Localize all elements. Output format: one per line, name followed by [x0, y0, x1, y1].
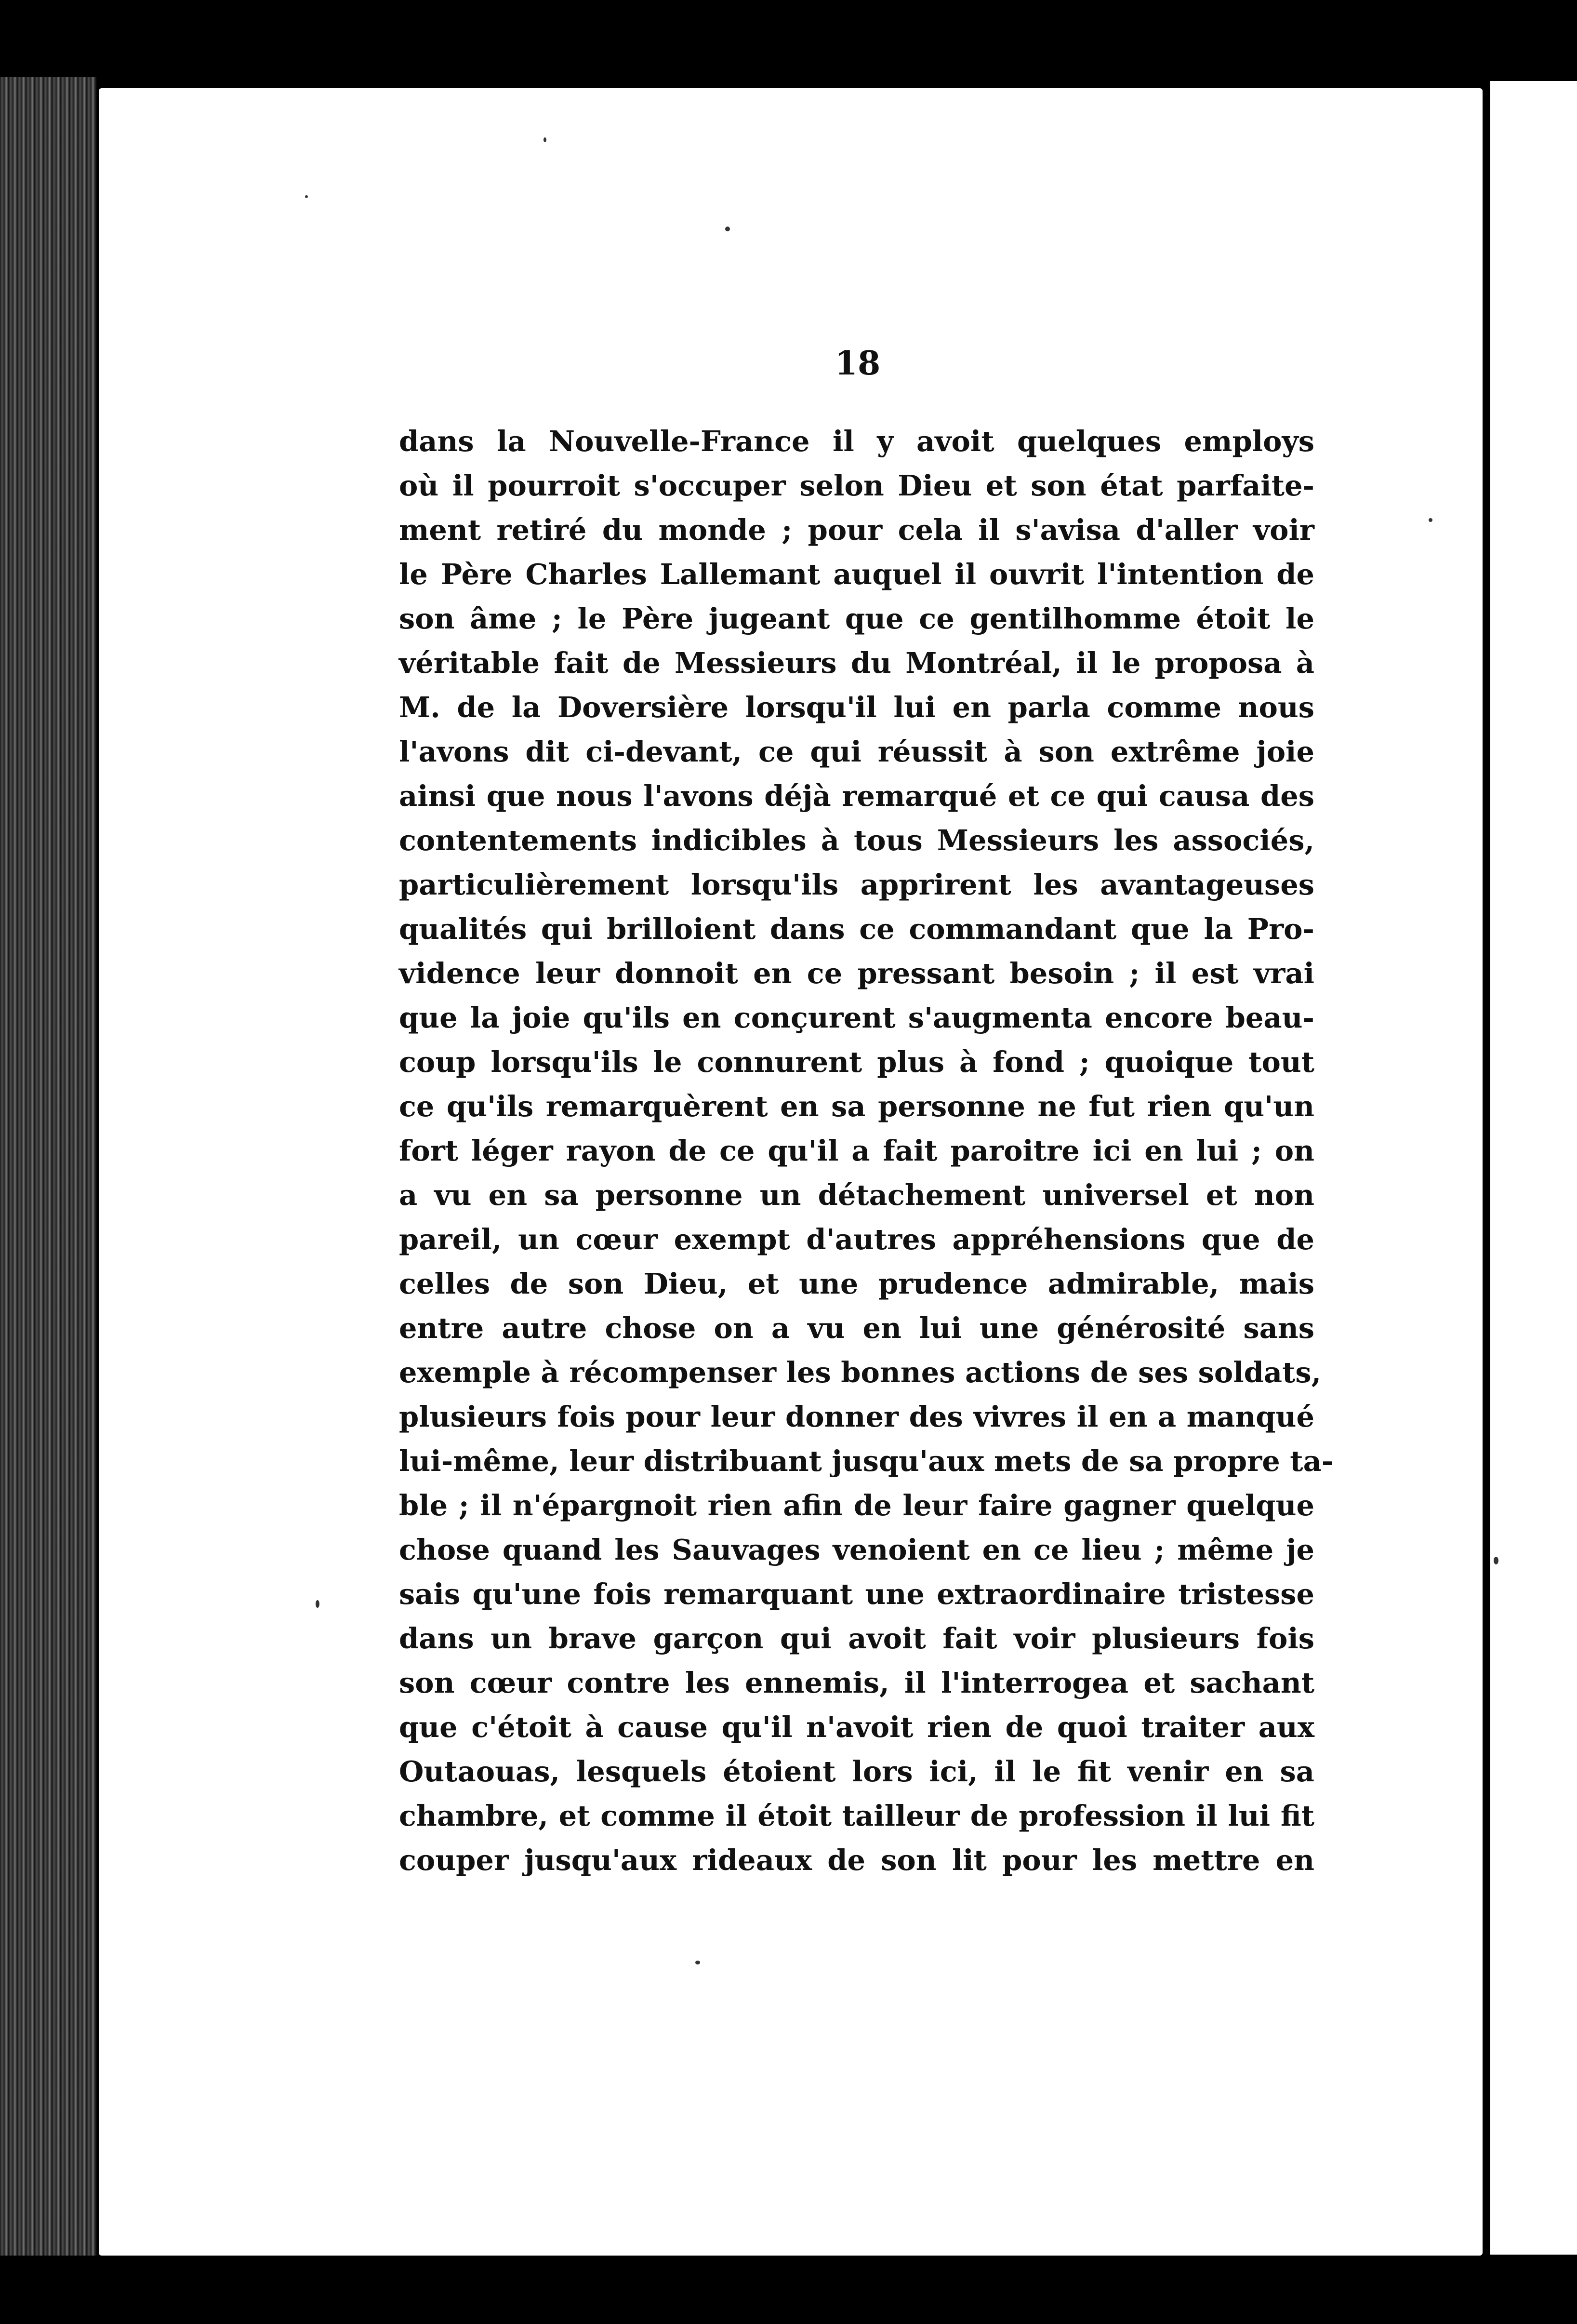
text-line: véritable fait de Messieurs du Montréal, il le proposa à	[399, 646, 1314, 680]
text-line: vidence leur donnoit en ce pressant besoin ; il est vrai	[399, 957, 1314, 990]
text-line: exemple à récompenser les bonnes actions de ses soldats,	[399, 1356, 1322, 1389]
scan-speck	[695, 1961, 700, 1964]
text-line: contentements indicibles à tous Messieurs les associés,	[399, 824, 1314, 857]
text-line: que c'étoit à cause qu'il n'avoit rien de quoi traiter aux	[399, 1710, 1314, 1744]
text-line: le Père Charles Lallemant auquel il ouvrit l'intention de	[399, 558, 1314, 591]
scan-speck	[1429, 518, 1432, 522]
page-number: 18	[835, 344, 881, 383]
text-line: dans un brave garçon qui avoit fait voir plusieurs fois	[399, 1622, 1314, 1655]
text-line: chose quand les Sauvages venoient en ce lieu ; même je	[399, 1533, 1314, 1566]
text-line: ment retiré du monde ; pour cela il s'avisa d'aller voir	[399, 513, 1314, 547]
page-body-text	[399, 419, 1334, 1883]
text-line: ce qu'ils remarquèrent en sa personne ne fut rien qu'un	[399, 1090, 1314, 1123]
text-line: que la joie qu'ils en conçurent s'augmenta encore beau-	[399, 1001, 1314, 1034]
scan-speck	[543, 137, 546, 142]
text-line: lui-même, leur distribuant jusqu'aux mets de sa propre ta-	[399, 1444, 1334, 1478]
text-line: son cœur contre les ennemis, il l'interrogea et sachant	[399, 1666, 1314, 1699]
text-line: celles de son Dieu, et une prudence admirable, mais	[399, 1267, 1314, 1300]
scan-speck	[305, 195, 308, 198]
scan-speck	[316, 1600, 319, 1608]
book-gutter-edge	[0, 77, 96, 2256]
text-line: a vu en sa personne un détachement universel et non	[399, 1178, 1314, 1212]
text-line: l'avons dit ci-devant, ce qui réussit à son extrême joie	[399, 735, 1314, 768]
text-line: fort léger rayon de ce qu'il a fait paroitre ici en lui ; on	[399, 1134, 1314, 1167]
text-line: ble ; il n'épargnoit rien afin de leur faire gagner quelque	[399, 1489, 1314, 1522]
page-separator	[1485, 81, 1490, 2255]
text-line: ainsi que nous l'avons déjà remarqué et ce qui causa des	[399, 779, 1314, 813]
text-line: pareil, un cœur exempt d'autres appréhensions que de	[399, 1223, 1314, 1256]
text-line: coup lorsqu'ils le connurent plus à fond ; quoique tout	[399, 1045, 1314, 1079]
scan-speck	[725, 227, 730, 231]
text-line: dans la Nouvelle-France il y avoit quelques employs	[399, 425, 1314, 458]
text-line: M. de la Doversière lorsqu'il lui en parla comme nous	[399, 691, 1314, 724]
text-line: où il pourroit s'occuper selon Dieu et son état parfaite-	[399, 469, 1314, 502]
text-line: particulièrement lorsqu'ils apprirent les avantageuses	[399, 868, 1314, 901]
text-line: entre autre chose on a vu en lui une générosité sans	[399, 1311, 1314, 1345]
text-line: son âme ; le Père jugeant que ce gentilhomme étoit le	[399, 602, 1314, 635]
adjacent-page-edge	[1485, 81, 1577, 2255]
text-line: couper jusqu'aux rideaux de son lit pour les mettre en	[399, 1843, 1314, 1877]
text-line: plusieurs fois pour leur donner des vivres il en a manqué	[399, 1400, 1314, 1433]
text-line: Outaouas, lesquels étoient lors ici, il le fit venir en sa	[399, 1755, 1314, 1788]
scan-speck	[1494, 1557, 1498, 1564]
text-line: sais qu'une fois remarquant une extraordinaire tristesse	[399, 1577, 1314, 1611]
text-line: chambre, et comme il étoit tailleur de profession il lui fit	[399, 1799, 1314, 1832]
text-line: qualités qui brilloient dans ce commandant que la Pro-	[399, 912, 1314, 946]
